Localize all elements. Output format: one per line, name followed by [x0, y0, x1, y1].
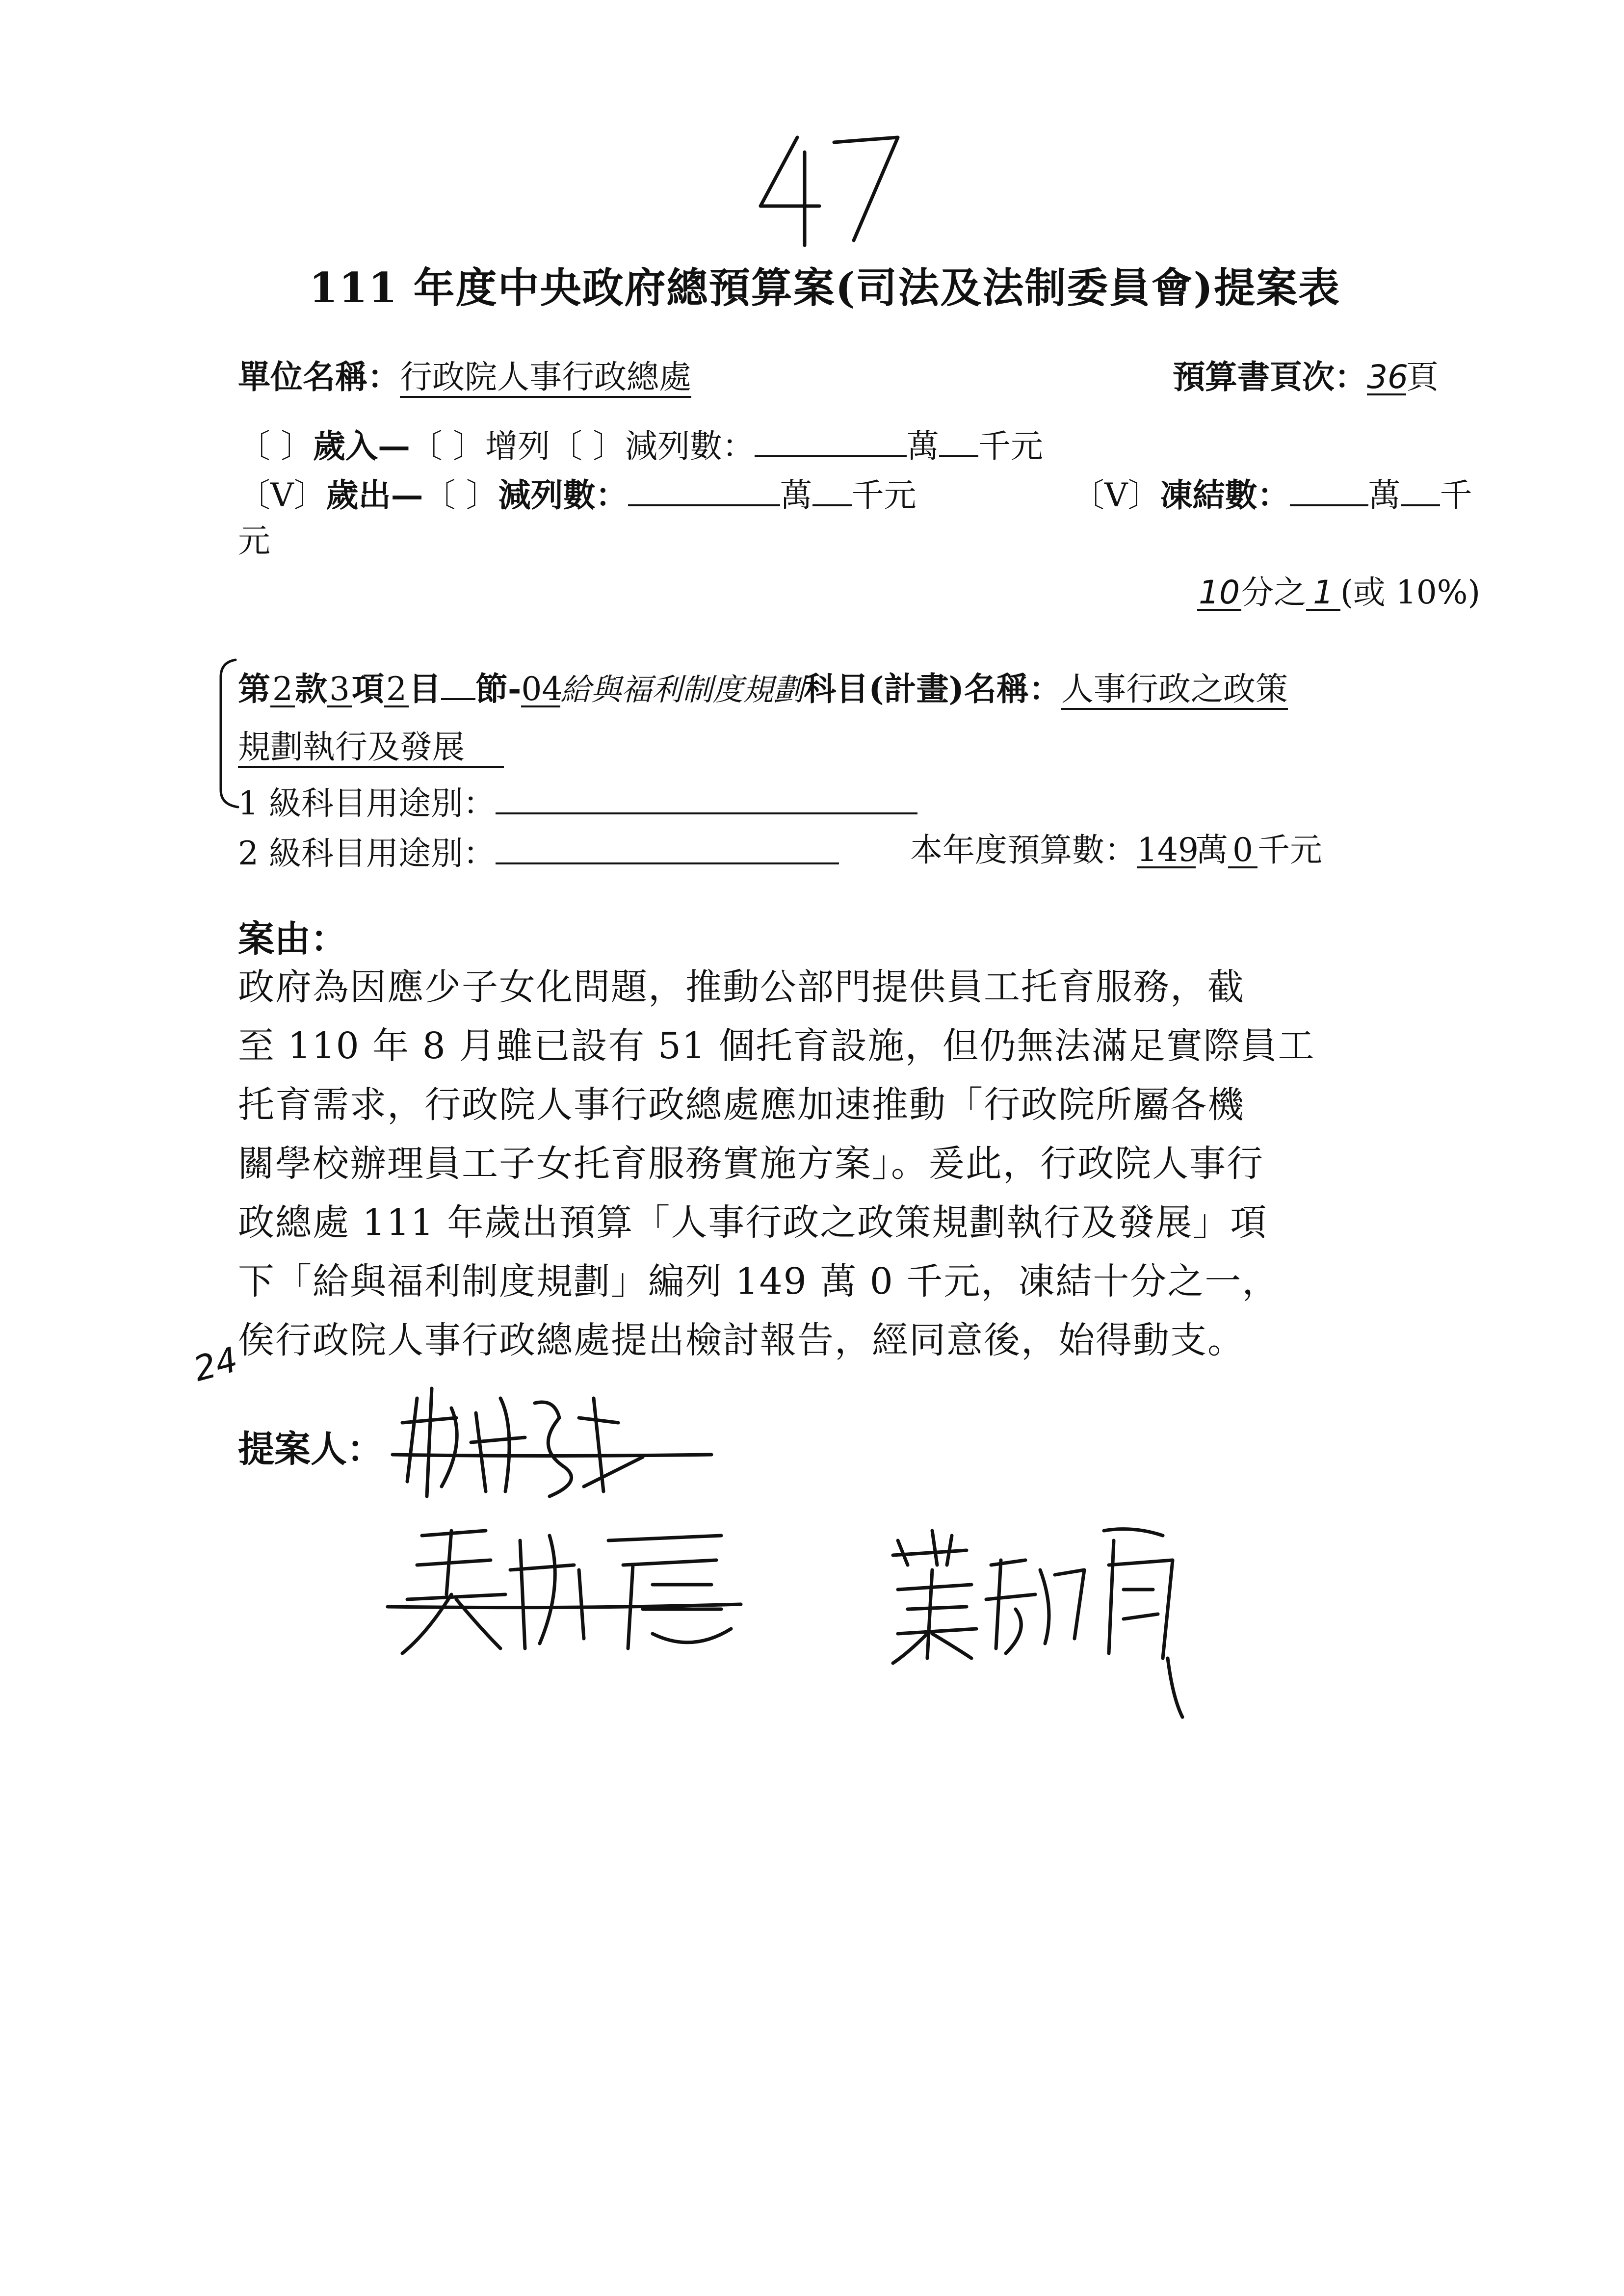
freeze-qian-blank [1401, 476, 1440, 506]
mu-value: 2 [384, 673, 409, 707]
freeze-ratio-mid: 分之 [1241, 574, 1306, 611]
signature-3 [878, 1511, 1202, 1727]
revenue-label: 歲入— [313, 427, 410, 465]
reason-line: 下「給與福利制度規劃」編列 149 萬 0 千元，凍結十分之一， [238, 1260, 1280, 1303]
page-title: 111 年度中央政府總預算案(司法及法制委員會)提案表 [309, 263, 1341, 312]
plan-name-part2: 規劃執行及發展 [238, 728, 504, 768]
budget-page-value: 36 [1367, 358, 1408, 396]
expense-qian-blank [812, 476, 852, 506]
item-jie: 節- [475, 670, 522, 708]
unit-label: 單位名稱： [238, 358, 400, 396]
freeze-yuan-wrap: 元 [238, 522, 270, 560]
item-mu: 目 [409, 670, 441, 708]
budget-page-label: 預算書頁次： [1173, 358, 1367, 396]
annual-budget-qian: 千元 [1257, 831, 1322, 869]
expense-wan-blank [628, 476, 780, 506]
freeze-row [1072, 476, 1472, 512]
expense-decrease-label: 減列數： [498, 476, 628, 514]
usage-level2-row [238, 834, 839, 870]
handwritten-plan-name: 給與福利制度規劃 [560, 672, 804, 707]
reason-heading: 案由： [238, 918, 347, 960]
item-line [238, 670, 1288, 707]
plan-name-part1: 人事行政之政策 [1061, 670, 1288, 710]
revenue-qianyuan-label: 千元 [978, 427, 1043, 465]
freeze-label: 凍結數： [1160, 476, 1290, 514]
annual-budget-row [910, 831, 1322, 869]
annual-budget-wan-value: 149 [1137, 831, 1199, 869]
unit-row [238, 358, 691, 396]
jie-blank [441, 670, 475, 700]
revenue-decrease-checkbox: 〔 〕 [550, 427, 625, 465]
usage-level1-row [238, 784, 917, 820]
annual-budget-wan: 萬 [1196, 831, 1228, 869]
reason-line: 托育需求，行政院人事行政總處應加速推動「行政院所屬各機 [238, 1084, 1245, 1126]
freeze-denominator: 10 [1197, 576, 1241, 611]
revenue-row [238, 427, 1043, 463]
unit-value: 行政院人事行政總處 [400, 358, 691, 398]
reason-line: 俟行政院人事行政總處提出檢討報告，經同意後，始得動支。 [238, 1319, 1245, 1361]
annual-budget-label: 本年度預算數： [910, 831, 1137, 869]
jie-value: 04 [521, 670, 563, 708]
expense-wan-label: 萬 [780, 476, 812, 514]
reason-line: 關學校辦理員工子女托育服務實施方案」。爰此，行政院人事行 [238, 1143, 1264, 1185]
handwritten-page-number [751, 123, 908, 250]
usage-level1-label: 1 級科目用途別： [238, 784, 496, 822]
kuan-value: 2 [270, 673, 295, 707]
reason-line: 政總處 111 年歲出預算「人事行政之政策規劃執行及發展」項 [238, 1201, 1268, 1244]
xiang-value: 3 [327, 673, 352, 707]
item-kuan: 款 [295, 670, 327, 708]
reason-line: 政府為因應少子女化問題，推動公部門提供員工托育服務，截 [238, 966, 1245, 1008]
revenue-qian-blank [939, 427, 978, 457]
increase-checkbox: 〔 〕 [410, 427, 485, 465]
expense-qianyuan-label: 千元 [851, 476, 917, 514]
plan-label: 科目(計畫)名稱： [804, 670, 1061, 708]
signature-1 [388, 1369, 731, 1516]
freeze-checkbox: 〔V〕 [1072, 476, 1160, 514]
expenditure-row [238, 476, 917, 512]
revenue-wan-label: 萬 [906, 427, 939, 465]
freeze-wan-label: 萬 [1368, 476, 1401, 514]
usage-level2-blank [496, 834, 839, 864]
budget-page-suffix: 頁 [1406, 358, 1439, 396]
budget-page-row [1173, 358, 1439, 396]
expense-decrease-checkbox: 〔 〕 [423, 476, 498, 514]
increase-label: 增列 [485, 427, 550, 465]
freeze-ratio [1197, 576, 1480, 611]
item-di: 第 [238, 670, 270, 708]
margin-note: 24 [189, 1339, 242, 1390]
signature-2 [378, 1511, 751, 1668]
revenue-wan-blank [755, 427, 907, 457]
annual-budget-qian-value: 0 [1228, 834, 1257, 868]
proposer-label: 提案人： [238, 1428, 383, 1470]
freeze-ratio-suffix: (或 10%) [1340, 574, 1481, 611]
usage-level1-blank [496, 784, 917, 814]
usage-level2-label: 2 級科目用途別： [238, 835, 496, 872]
reason-line: 至 110 年 8 月雖已設有 51 個托育設施，但仍無法滿足實際員工 [238, 1025, 1315, 1067]
item-xiang: 項 [352, 670, 384, 708]
freeze-qian-label: 千 [1440, 476, 1472, 514]
expense-label: 歲出— [326, 476, 423, 514]
expense-checkbox: 〔V〕 [238, 476, 326, 514]
freeze-numerator: 1 [1306, 576, 1340, 611]
revenue-decrease-label: 減列數： [625, 427, 755, 465]
freeze-wan-blank [1290, 476, 1368, 506]
plan-name-line2 [238, 728, 504, 766]
revenue-checkbox: 〔 〕 [238, 427, 313, 465]
